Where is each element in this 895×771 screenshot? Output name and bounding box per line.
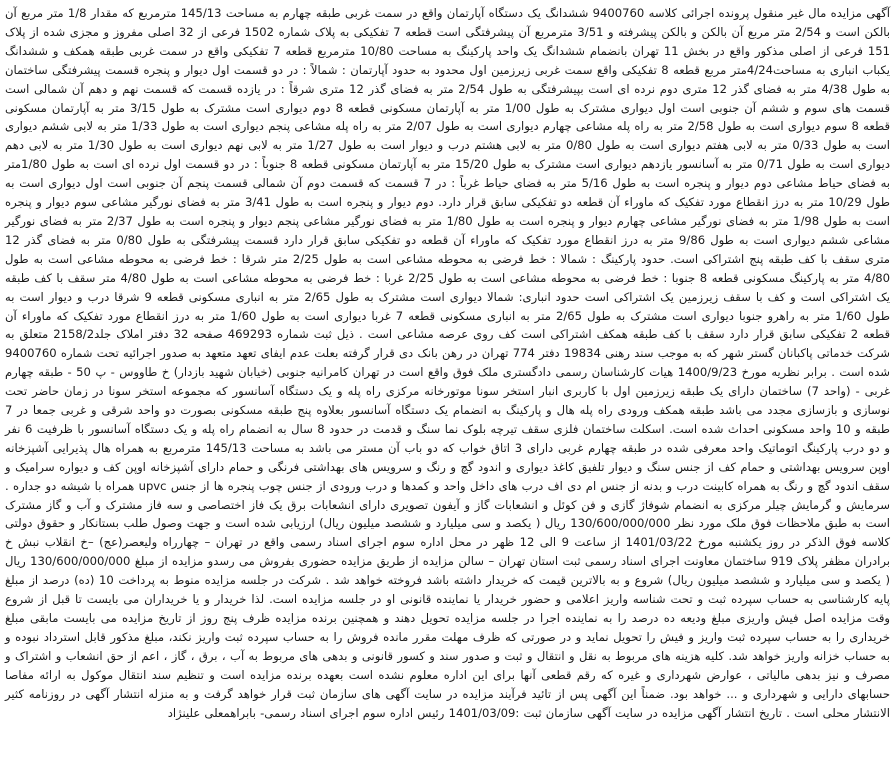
auction-notice-text: آگهی مزایده مال غیر منقول پرونده اجرائی کلاسه 9400760 ششدانگ یک دستگاه آپارتمان واقع در سمت غربی طبقه چهارم به مساحت 145/13 مترمربع که مقدار 1/8 متر مربع آن بالکن است و 2/54 متر مربع آن بالکن و بالکن پیشرفته و 3/51 مترمربع آن پیشرفتگی است قطعه 7 تفکیکی به پلاک شماره 1502 فرعی از 32 اصلی مفروز و مجزی شده از پلاک 151 فرعی از اصلی مذکور واقع در بخش 11 تهران بانضمام ششدانگ یک واحد پارکینگ به مساحت 10/80 مترمربع قطعه 7 تفکیکی واقع در سمت غربی طبقه همکف و ششدانگ یکباب انباری به مساحت4/24متر مربع قطعه 8 تفکیکی واقع سمت غربی زیرزمین اول محدود به حدود آپارتمان : شمالاً : در دو قسمت اول دیوار و پنجره قسمت پیشرفتگی ساختمان به طول 4/38 متر به فضای گذر 12 متری دوم نرده ای است بپیشرفتگی به طول 2/54 متر به فضای گذر 12 متری شرقاً : در یازده قسمت که قسمت نهم و دهم آن شمالی است قسمت های سوم و ششم آن جنوبی است اول دیواری مشترک به طول 1/00 متر به آپارتمان مسکونی قطعه 8 دوم دیواری است مشترک به طول 3/15 متر به آپارتمان مسکونی قطعه 8 سوم دیواری است به طول 2/58 متر به راه پله مشاعی چهارم دیواری است به طول 2/07 متر به راه پله مشاعی پنجم دیواری است به طول 1/33 متر به لابی ششم دیواری است به طول 0/33 متر به لابی هفتم دیواری است به طول 0/80 متر به لابی هشتم درب و دیوار است به طول 1/27 متر به لابی نهم دیواری است به طول 1/30 متر به لابی دهم دیواری است به طول 0/71 متر به آسانسور یازدهم دیواری است مشترک به طول 15/20 متر به آپارتمان مسکونی قطعه 8 جنوباً : در دو قسمت اول نرده ای است به طول 1/80متر به فضای حیاط مشاعی دوم دیوار و پنجره است به طول 5/16 متر به فضای حیاط غرباً : در 7 قسمت که قسمت دوم آن شمالی قسمت پنجم آن جنوبی است اول دیواری است به طول 10/29 متر به درز انقطاع مورد تفکیک که ماوراء آن قطعه دو تفکیکی سابق قرار دارد. دوم دیوار و پنجره است به طول 3/41 متر به فضای نورگیر مشاعی سوم دیوار و پنجره است به طول 1/98 متر به فضای نورگیر مشاعی چهارم دیوار و پنجره است به طول 1/80 متر به فضای نورگیر مشاعی پنجم دیوار و پنجره است به طول 2/37 متر به فضای نورگیر مشاعی ششم دیواری است به طول 9/86 متر به درز انقطاع مورد تفکیک که ماوراء آن قطعه دو تفکیکی سابق قرار دارد قسمت پیشرفتگی به طول 0/80 متر به فضای گذر 12 متری سقف با کف طبقه پنج اشتراکی است. حدود پارکینگ : شمالا : خط فرضی به محوطه مشاعی است به طول 2/25 متر شرقا : خط فرضی به محوطه مشاعی است به طول 4/80 متر به پارکینگ مسکونی قطعه 8 جنوبا : خط فرضی به محوطه مشاعی است به طول 2/25 غربا : خط فرضی به محوطه مشاعی است به طول 4/80 متر سقف با کف طبقه یک اشتراکی است و کف با سقف زیرزمین یک اشتراکی است حدود انباری: شمالا دیواری است مشترک به طول 2/65 متر به انباری مسکونی قطعه 9 شرقا درب و دیوار است به طول 1/60 متر به راهرو جنوبا دیواری است مشترک به طول 2/65 متر به انباری مسکونی قطعه 7 غربا دیواری است به طول 1/60 متر به درز انقطاع مورد تفکیک که ماوراء آن قطعه 2 تفکیکی سابق قرار دارد سقف با کف طبقه همکف اشتراکی است کف روی عرصه مشاعی است . ذیل ثبت شماره 469293 صفحه 32 دفتر املاک جلد2158/2 متعلق به شرکت خدماتی پاکبانان گستر شهر که به موجب سند رهنی 19834 دفتر 774 تهران در رهن بانک دی قرار گرفته بعلت عدم ایفای تعهد متعهد به صدور اجرائیه تحت شماره 9400760 شده است . برابر نظریه مورخ 1400/9/23 هیات کارشناسان رسمی دادگستری ملک فوق واقع است در تهران کامرانیه جنوبی (خیابان شهید بازدار) خ طاووس - پ 50 - طبقه چهارم غربی - (واحد 7) ساختمان دارای یک طبقه زیرزمین اول با کاربری انبار استخر سونا موتورخانه مرکزی راه پله و یک دستگاه آسانسور که مجموعه استخر سونا در زمان حاضر تحت نوسازی و بازسازی مجدد می باشد طبقه همکف ورودی راه پله هال و پارکینگ به انضمام یک دستگاه آسانسور بعلاوه پنج طبقه مسکونی بصورت دو واحد شرقی و غربی جمعا در 7 طبقه و 10 واحد مسکونی احداث شده است. اسکلت ساختمان فلزی سقف تیرچه بلوک نما سنگ و قدمت در حدود 8 سال به انضمام راه پله و یک دستگاه آسانسور با ظرفیت 6 نفر و دو درب پارکینگ اتوماتیک واحد معرفی شده در طبقه چهارم غربی دارای 3 اتاق خواب که دو باب آن مستر می باشد به مساحت 145/13 مترمربع به همراه هال پذیرایی آشپزخانه اوپن سرویس بهداشتی و حمام کف از جنس سنگ و دیوار تلفیق کاغذ دیواری و اندود گچ و رنگ و سرویس های بهداشتی فرنگی و حمام دارای آشپزخانه اوپن کف و دیواره سرامیک و سقف اندود گچ و رنگ به همراه کابینت درب و بدنه از جنس ام دی اف درب های داخل واحد و کمدها و درب ورودی از جنس چوب پنجره ها از جنس upvc همراه با شیشه دو جداره . سرمایش و گرمایش چیلر مرکزی به انضمام شوفاژ گازی و فن کوئل و انشعابات گاز و آیفون تصویری دارای انشعابات برق یک فاز اختصاصی و سه فاز مشترک و آب و گاز مشترک است به طبق ملاحظات فوق ملک مورد نظر 130/600/000/000 ریال ( یکصد و سی میلیارد و ششصد میلیون ریال) ارزیابی شده است و جهت وصول طلب بستانکار و حقوق دولتی کلاسه فوق الذکر در روز یکشنبه مورخ 1401/03/22 از ساعت 9 الی 12 ظهر در محل اداره سوم اجرای اسناد رسمی واقع در تهران – چهارراه ولیعصر(عج) –خ انقلاب نبش خ برادران مظفر پلاک 919 ساختمان معاونت اجرای اسناد رسمی ثبت استان تهران – سالن مزایده از طریق مزایده حضوری بفروش می رسدو مزایده از مبلغ 130/600/000/000 ریال ( یکصد و سی میلیارد و ششصد میلیون ریال) شروع و به بالاترین قیمت که خریدار داشته باشد فروخته خواهد شد . شرکت در جلسه مزایده منوط به پرداخت 10 (ده) درصد از مبلغ پایه کارشناسی به حساب سپرده ثبت و تحت شناسه واریز اعلامی و حضور خریدار یا نماینده قانونی او در جلسه مزایده است. لذا خریدار و یا خریداران می بایست تا قبل از شروع وقت مزایده اصل فیش واریزی مبلغ ودیعه ده درصد را به نماینده اجرا در جلسه مزایده تحویل دهند و همچنین برنده مزایده ظرف پنج روز از تاریخ مزایده می بایست مابقی مبلغ خریداری را به حساب سپرده ثبت واریز و فیش را تحویل نماید و در صورتی که ظرف مهلت مقرر مانده فروش را به حساب سپرده ثبت واریز نکند، مبلغ مذکور قابل استرداد نبوده و به حساب خزانه واریز خواهد شد. کلیه هزینه های مربوط به نقل و انتقال و ثبت و صدور سند و کسور قانونی و بدهی های مربوط به آب ، برق ، گاز ، اعم از حق انشعاب و اشتراک و مصرف و نیز بدهی مالیاتی ، عوارض شهرداری و غیره که رقم قطعی آنها برای این اداره معلوم نشده است بعهده برنده مزایده است و تنظیم سند انتقال موکول به ارائه مفاصا حسابهای دارایی و شهرداری و ... خواهد بود. ضمناً این آگهی پس از تائید فرآیند مزایده در سایت آگهی های سازمان ثبت قرار خواهد گرفت و به منزله انتشار آگهی در روزنامه کثیر الانتشار محلی است . تاریخ انتشار آگهی مزایده در سایت آگهی سازمان ثبت :1401/03/09 رئیس اداره سوم اجرای اسناد رسمی- بابراهمعلی علینژاد bbox=[5, 6, 891, 720]
